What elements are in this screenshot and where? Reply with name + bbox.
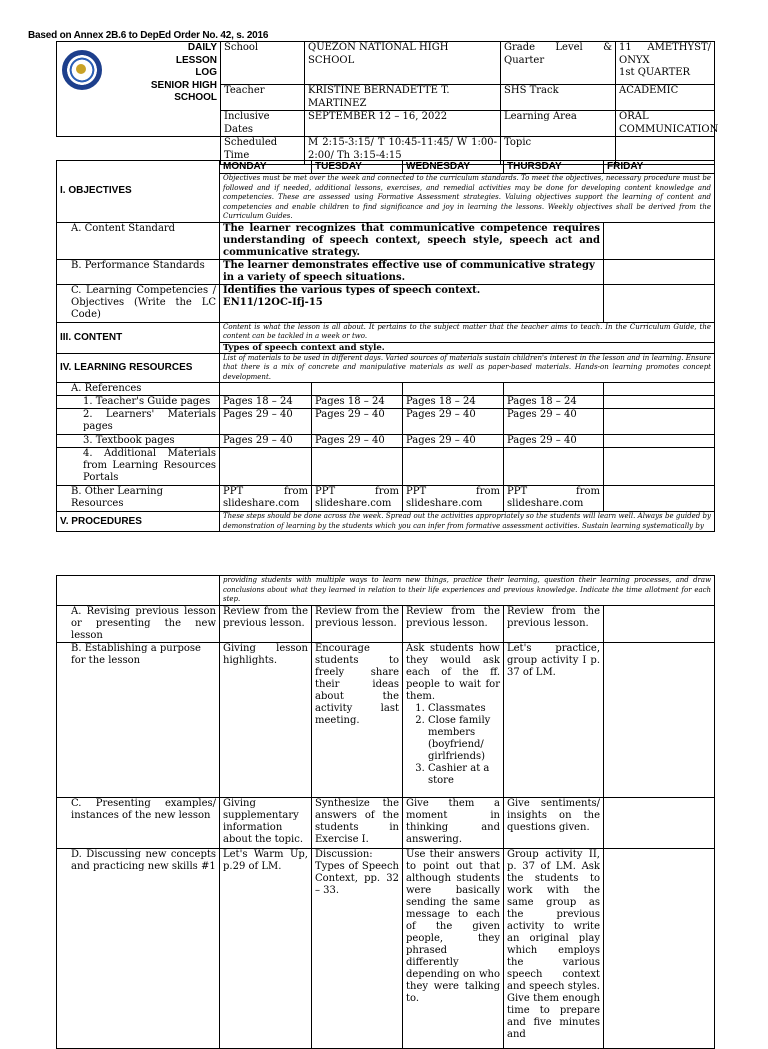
tg-thursday: Pages 18 – 24	[504, 396, 604, 409]
empty-cell	[220, 448, 312, 486]
step-d-label: D. Discussing new concepts and practicing new skills #1	[57, 848, 220, 1048]
list-item: 2. Close family members (boyfriend/ girlfriends)	[428, 715, 500, 763]
empty-cell	[57, 576, 220, 606]
lm-label: 2. Learners' Materials pages	[57, 409, 220, 435]
other-monday: PPT from slideshare.com	[220, 486, 312, 512]
objectives-note: Objectives must be met over the week and connected to the curriculum standards. To meet the objectives, necessary procedure must be followed and if needed, additional lessons, exercises, and remedial activities may be done for developing content knowledge and competencies. These are assessed using Formative Assessment strategies. Valuing objectives support the learning of content and competencies and enable children to find significance and joy in learning the lessons. Weekly objectives shall be derived from the Curriculum Guides.	[220, 174, 715, 223]
school-value: QUEZON NATIONAL HIGH SCHOOL	[305, 42, 501, 85]
track-value: ACADEMIC	[616, 85, 715, 111]
step-a-thursday: Review from the previous lesson.	[504, 605, 604, 642]
empty-cell	[403, 448, 504, 486]
procedures-note-cont: providing students with multiple ways to learn new things, practice their learning, question their learning processes, and draw conclusions about what they learned in relation to their life experiences and previous knowledge. Indicate the time allotment for each step.	[220, 576, 715, 606]
day-wednesday: WEDNESDAY	[403, 161, 504, 174]
tg-monday: Pages 18 – 24	[220, 396, 312, 409]
lc-code: EN11/12OC-Ifj-15	[223, 296, 323, 308]
dll-title-line: LOG	[195, 67, 217, 78]
friday-cell	[604, 259, 715, 284]
other-friday	[604, 486, 715, 512]
step-b-wednesday-text: Ask students how they would ask each of the ff. people to wait for them.	[406, 642, 500, 702]
step-c-friday	[604, 797, 715, 848]
content-value: Types of speech context and style.	[220, 342, 715, 353]
content-title: III. CONTENT	[57, 322, 220, 353]
additional-materials-label: 4. Additional Materials from Learning Resources Portals	[57, 448, 220, 486]
step-d-monday: Let's Warm Up, p.29 of LM.	[220, 848, 312, 1048]
performance-value: The learner demonstrates effective use of communicative strategy in a variety of speech situations.	[220, 259, 604, 284]
grade-section: 11 AMETHYST/ ONYX	[619, 42, 711, 66]
objectives-table	[56, 160, 715, 532]
content-standard-value: The learner recognizes that communicative competence requires understanding of speech context, speech style, speech act and communicative strategy.	[220, 222, 604, 259]
objectives-title: I. OBJECTIVES	[57, 161, 220, 223]
grade-label: Grade Level & Quarter	[501, 42, 616, 85]
grade-value	[616, 42, 715, 85]
lm-monday: Pages 29 – 40	[220, 409, 312, 435]
lm-friday	[604, 409, 715, 435]
competency-text: Identifies the various types of speech context.	[223, 284, 481, 296]
dates-value: SEPTEMBER 12 – 16, 2022	[305, 111, 501, 137]
teacher-label: Teacher	[221, 85, 305, 111]
empty-cell	[220, 383, 312, 396]
day-tuesday: TUESDAY	[312, 161, 403, 174]
tb-label: 3. Textbook pages	[57, 435, 220, 448]
empty-cell	[604, 448, 715, 486]
tg-friday	[604, 396, 715, 409]
step-c-wednesday: Give them a moment in thinking and answering.	[403, 797, 504, 848]
step-b-wednesday	[403, 642, 504, 797]
deped-seal-cell	[57, 42, 107, 137]
procedures-title: V. PROCEDURES	[57, 512, 220, 532]
other-wednesday: PPT from slideshare.com	[403, 486, 504, 512]
list-item: 1. Classmates	[428, 703, 500, 715]
day-friday: FRIDAY	[604, 161, 715, 174]
competencies-value	[220, 284, 604, 322]
empty-cell	[504, 448, 604, 486]
friday-cell	[604, 284, 715, 322]
dll-title-line: DAILY	[187, 42, 217, 53]
empty-cell	[312, 383, 403, 396]
step-c-label: C. Presenting examples/ instances of the new lesson	[57, 797, 220, 848]
friday-cell	[604, 222, 715, 259]
dll-title	[107, 42, 221, 137]
lm-thursday: Pages 29 – 40	[504, 409, 604, 435]
area-label: Learning Area	[501, 111, 616, 137]
quarter-value: 1st QUARTER	[619, 67, 691, 78]
step-b-tuesday: Encourage students to freely share their ideas about the activity last meeting.	[312, 642, 403, 797]
step-c-monday: Giving supplementary information about the topic.	[220, 797, 312, 848]
tb-monday: Pages 29 – 40	[220, 435, 312, 448]
dll-title-line: LESSON	[175, 54, 217, 66]
lm-tuesday: Pages 29 – 40	[312, 409, 403, 435]
tg-wednesday: Pages 18 – 24	[403, 396, 504, 409]
step-c-thursday: Give sentiments/ insights on the questions given.	[504, 797, 604, 848]
list-item: 3. Cashier at a store	[428, 763, 500, 787]
people-list	[406, 703, 500, 787]
step-b-friday	[604, 642, 715, 797]
tb-friday	[604, 435, 715, 448]
step-b-monday: Giving lesson highlights.	[220, 642, 312, 797]
other-resources-label: B. Other Learning Resources	[57, 486, 220, 512]
step-a-friday	[604, 605, 715, 642]
step-d-friday	[604, 848, 715, 1048]
procedures-table	[56, 575, 715, 1049]
step-b-label: B. Establishing a purpose for the lesson	[57, 642, 220, 797]
empty-cell	[604, 383, 715, 396]
header-table	[56, 41, 719, 165]
step-c-tuesday: Synthesize the answers of the students in Exercise I.	[312, 797, 403, 848]
resources-note: List of materials to be used in different days. Varied sources of materials sustain children's interest in the lesson and in learning. Ensure that there is a mix of concrete and manipulative materials as well as paper-based materials. Hands-on learning promotes concept development.	[220, 353, 715, 383]
tb-thursday: Pages 29 – 40	[504, 435, 604, 448]
track-label: SHS Track	[501, 85, 616, 111]
step-a-tuesday: Review from the previous lesson.	[312, 605, 403, 642]
day-monday: MONDAY	[220, 161, 312, 174]
lm-wednesday: Pages 29 – 40	[403, 409, 504, 435]
sched-value: M 2:15-3:15/ T 10:45-11:45/ W 1:00-2:00/ Th 3:15-4:15	[305, 137, 501, 165]
teacher-value: KRISTINE BERNADETTE T. MARTINEZ	[305, 85, 501, 111]
empty-cell	[312, 448, 403, 486]
content-note: Content is what the lesson is all about. It pertains to the subject matter that the teacher aims to teach. In the Curriculum Guide, the content can be tackled in a week or two.	[220, 322, 715, 342]
tg-label: 1. Teacher's Guide pages	[57, 396, 220, 409]
dates-label: Inclusive Dates	[221, 111, 305, 137]
references-label: A. References	[57, 383, 220, 396]
annex-reference: Based on Annex 2B.6 to DepEd Order No. 42, s. 2016	[28, 30, 269, 41]
sched-label: Scheduled Time	[221, 137, 305, 165]
tb-wednesday: Pages 29 – 40	[403, 435, 504, 448]
area-value: ORAL COMMUNICATION	[616, 111, 715, 137]
deped-seal-icon	[62, 50, 102, 90]
empty-cell	[504, 383, 604, 396]
resources-title: IV. LEARNING RESOURCES	[57, 353, 220, 383]
content-standard-label: A. Content Standard	[57, 222, 220, 259]
procedures-note: These steps should be done across the week. Spread out the activities appropriately so the students will learn well. Always be guided by demonstration of learning by the students which you can infer from formative assessment activities. Sustain learning systematically by	[220, 512, 715, 532]
empty-cell	[403, 383, 504, 396]
topic-label: Topic	[501, 137, 616, 165]
dll-title-line: SENIOR HIGH SCHOOL	[150, 79, 217, 103]
performance-label: B. Performance Standards	[57, 259, 220, 284]
other-tuesday: PPT from slideshare.com	[312, 486, 403, 512]
school-label: School	[221, 42, 305, 85]
other-thursday: PPT from slideshare.com	[504, 486, 604, 512]
step-d-thursday: Group activity II, p. 37 of LM. Ask the students to work with the same group as the previous activity to write an original play which employs the various speech context and speech styles. Give them enough time to prepare and five minutes and	[504, 848, 604, 1048]
step-d-tuesday: Discussion: Types of Speech Context, pp. 32 – 33.	[312, 848, 403, 1048]
step-a-label: A. Revising previous lesson or presenting the new lesson	[57, 605, 220, 642]
day-thursday: THURSDAY	[504, 161, 604, 174]
step-a-monday: Review from the previous lesson.	[220, 605, 312, 642]
step-d-wednesday: Use their answers to point out that although students were basically sending the same message to each of the given people, they phrased differently depending on who they were talking to.	[403, 848, 504, 1048]
step-b-thursday: Let's practice, group activity I p. 37 of LM.	[504, 642, 604, 797]
tg-tuesday: Pages 18 – 24	[312, 396, 403, 409]
tb-tuesday: Pages 29 – 40	[312, 435, 403, 448]
step-a-wednesday: Review from the previous lesson.	[403, 605, 504, 642]
competencies-label: C. Learning Competencies / Objectives (Write the LC Code)	[57, 284, 220, 322]
